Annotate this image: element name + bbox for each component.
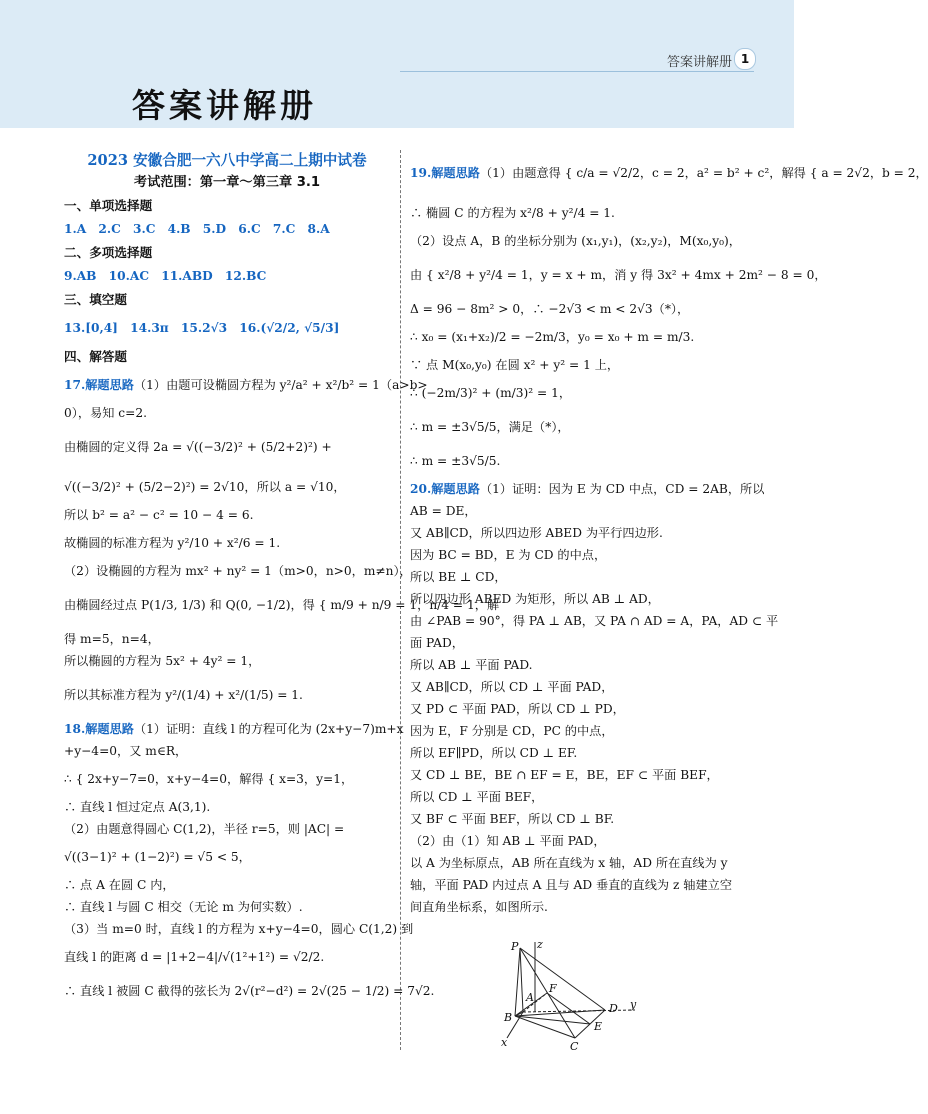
text-line [410,150,928,196]
text-span: （1）由题意得 { c/a = √2/2，c = 2，a² = b² + c²，解得 { a = 2√2，b = 2， [479,166,928,180]
text-span: （1）证明：直线 l 的方程可化为 (2x+y−7)m+x [133,722,404,736]
text-line: ∴ 点 A 在圆 C 内， [64,878,175,892]
text-line: ∴ m = ±3√5/5. [410,454,501,468]
label-z: z [537,938,543,951]
text-line: ∴ (−2m/3)² + (m/3)² = 1， [410,386,572,400]
answers-multi-choice: 9.AB 10.AC 11.ABD 12.BC [64,269,267,283]
header-label: 答案讲解册 [666,55,732,70]
label-y: y [630,998,637,1011]
label-x: x [501,1036,508,1049]
section-heading: 四、解答题 [64,349,127,364]
label-C: C [570,1040,579,1053]
text-line: （2）由（1）知 AB ⊥ 平面 PAD， [410,834,606,848]
question-tag: 18.解题思路 [64,722,134,736]
text-line: 直线 l 的距离 d = |1+2−4|/√(1²+1²) = √2/2. [64,950,325,964]
text-line: （2）设点 A，B 的坐标分别为 (x₁,y₁)，(x₂,y₂)，M(x₀,y₀)， [410,234,741,248]
label-P: P [511,940,519,953]
text-line: +y−4=0，又 m∈R， [64,744,188,758]
header-rule [400,71,754,72]
text-line: 所以 EF∥PD，所以 CD ⊥ EF. [410,746,578,760]
text-span: （1）由题可设椭圆方程为 y²/a² + x²/b² = 1（a>b> [133,378,428,392]
section-heading: 三、填空题 [64,292,127,307]
text-line: 又 PD ⊂ 平面 PAD，所以 CD ⊥ PD， [410,702,625,716]
text-line: （2）由题意得圆心 C(1,2)，半径 r=5，则 |AC| = [64,822,345,836]
text-line: 所以四边形 ABED 为矩形，所以 AB ⊥ AD， [410,592,660,606]
text-line: 因为 E，F 分别是 CD，PC 的中点， [410,724,614,738]
text-line: 所以 CD ⊥ 平面 BEF， [410,790,544,804]
edge-PA [520,948,523,1012]
text-line: 由椭圆的定义得 2a = √((−3/2)² + (5/2+2)²) + [64,440,332,454]
text-line: 所以 AB ⊥ 平面 PAD. [410,658,533,672]
page-number: 1 [734,48,756,70]
edge-FE [547,993,590,1024]
text-line: 又 CD ⊥ BE，BE ∩ EF = E，BE，EF ⊂ 平面 BEF， [410,768,719,782]
text-line: 以 A 为坐标原点，AB 所在直线为 x 轴，AD 所在直线为 y [410,856,728,870]
text-line: ∴ 直线 l 与圆 C 相交（无论 m 为何实数）. [64,900,303,914]
text-line: √((3−1)² + (1−2)²) = √5 < 5， [64,850,251,864]
edge-PB [515,948,520,1016]
text-line [64,368,428,402]
answers-fill-in: 13.[0,4] 14.3π 15.2√3 16.(√2/2, √5/3] [64,321,340,335]
label-F: F [549,982,557,995]
right-column [410,150,928,918]
text-line: 又 AB∥CD，所以四边形 ABED 为平行四边形. [410,526,663,540]
text-line: 故椭圆的标准方程为 y²/10 + x²/6 = 1. [64,536,281,550]
exam-range: 考试范围：第一章～第三章 3.1 [133,175,321,190]
text-line: ∴ m = ±3√5/5，满足（*）， [410,420,570,434]
text-line: ∴ 直线 l 恒过定点 A(3,1). [64,800,211,814]
text-line: 由 { x²/8 + y²/4 = 1，y = x + m，消 y 得 3x² + 4mx + 2m² − 8 = 0， [410,268,827,282]
text-line: 面 PAD， [410,636,464,650]
text-line: 所以椭圆的方程为 5x² + 4y² = 1， [64,654,261,668]
question-tag: 20.解题思路 [410,482,480,496]
question-tag: 19.解题思路 [410,166,480,180]
label-D: D [609,1002,618,1015]
text-line: ∴ 直线 l 被圆 C 截得的弦长为 2√(r²−d²) = 2√(25 − 1/2) = 7√2. [64,984,435,998]
text-line [64,718,404,740]
label-B: B [504,1011,513,1024]
text-line: AB = DE， [410,504,477,518]
page-title: 答案讲解册 [132,86,317,125]
text-line: 又 BF ⊂ 平面 BEF，所以 CD ⊥ BF. [410,812,615,826]
text-line: ∴ { 2x+y−7=0，x+y−4=0，解得 { x=3，y=1， [64,772,354,786]
text-line: 由椭圆经过点 P(1/3, 1/3) 和 Q(0, −1/2)，得 { m/9 + n/9 = 1，n/4 = 1，解 [64,598,500,612]
text-line: 间直角坐标系，如图所示. [410,900,548,914]
text-line: ∴ 椭圆 C 的方程为 x²/8 + y²/4 = 1. [410,206,615,220]
section-heading: 一、单项选择题 [64,198,153,213]
text-line: 得 m=5，n=4， [64,632,160,646]
text-line: （3）当 m=0 时，直线 l 的方程为 x+y−4=0，圆心 C(1,2) 到 [64,922,414,936]
text-line: 又 AB∥CD，所以 CD ⊥ 平面 PAD， [410,680,614,694]
text-line: 由 ∠PAB = 90°，得 PA ⊥ AB，又 PA ∩ AD = A，PA，AD ⊂ 平 [410,614,779,628]
text-span: （1）证明：因为 E 为 CD 中点，CD = 2AB，所以 [479,482,765,496]
text-line: ∵ 点 M(x₀,y₀) 在圆 x² + y² = 1 上， [410,358,620,372]
text-line: 所以 b² = a² − c² = 10 − 4 = 6. [64,508,254,522]
text-line: ∴ x₀ = (x₁+x₂)/2 = −2m/3，y₀ = x₀ + m = m/3. [410,330,695,344]
text-line: 所以其标准方程为 y²/(1/4) + x²/(1/5) = 1. [64,688,303,702]
text-line: Δ = 96 − 8m² > 0，∴ −2√3 < m < 2√3（*）， [410,302,690,316]
label-E: E [594,1020,603,1033]
question-tag: 17.解题思路 [64,378,134,392]
label-A: A [526,991,534,1004]
text-line: 0），易知 c=2. [64,406,147,420]
exam-title: 2023 安徽合肥一六八中学高二上期中试卷 [87,152,367,169]
text-line: 因为 BC = BD，E 为 CD 的中点， [410,548,607,562]
text-line: 轴，平面 PAD 内过点 A 且与 AD 垂直的直线为 z 轴建立空 [410,878,733,892]
text-line: √((−3/2)² + (5/2−2)²) = 2√10，所以 a = √10， [64,480,346,494]
text-line [410,478,765,500]
geometry-figure [495,938,645,1053]
section-heading: 二、多项选择题 [64,245,153,260]
text-line: 所以 BE ⊥ CD， [410,570,507,584]
answers-single-choice: 1.A 2.C 3.C 4.B 5.D 6.C 7.C 8.A [64,222,330,236]
text-line: （2）设椭圆的方程为 mx² + ny² = 1（m>0，n>0，m≠n）， [64,564,412,578]
